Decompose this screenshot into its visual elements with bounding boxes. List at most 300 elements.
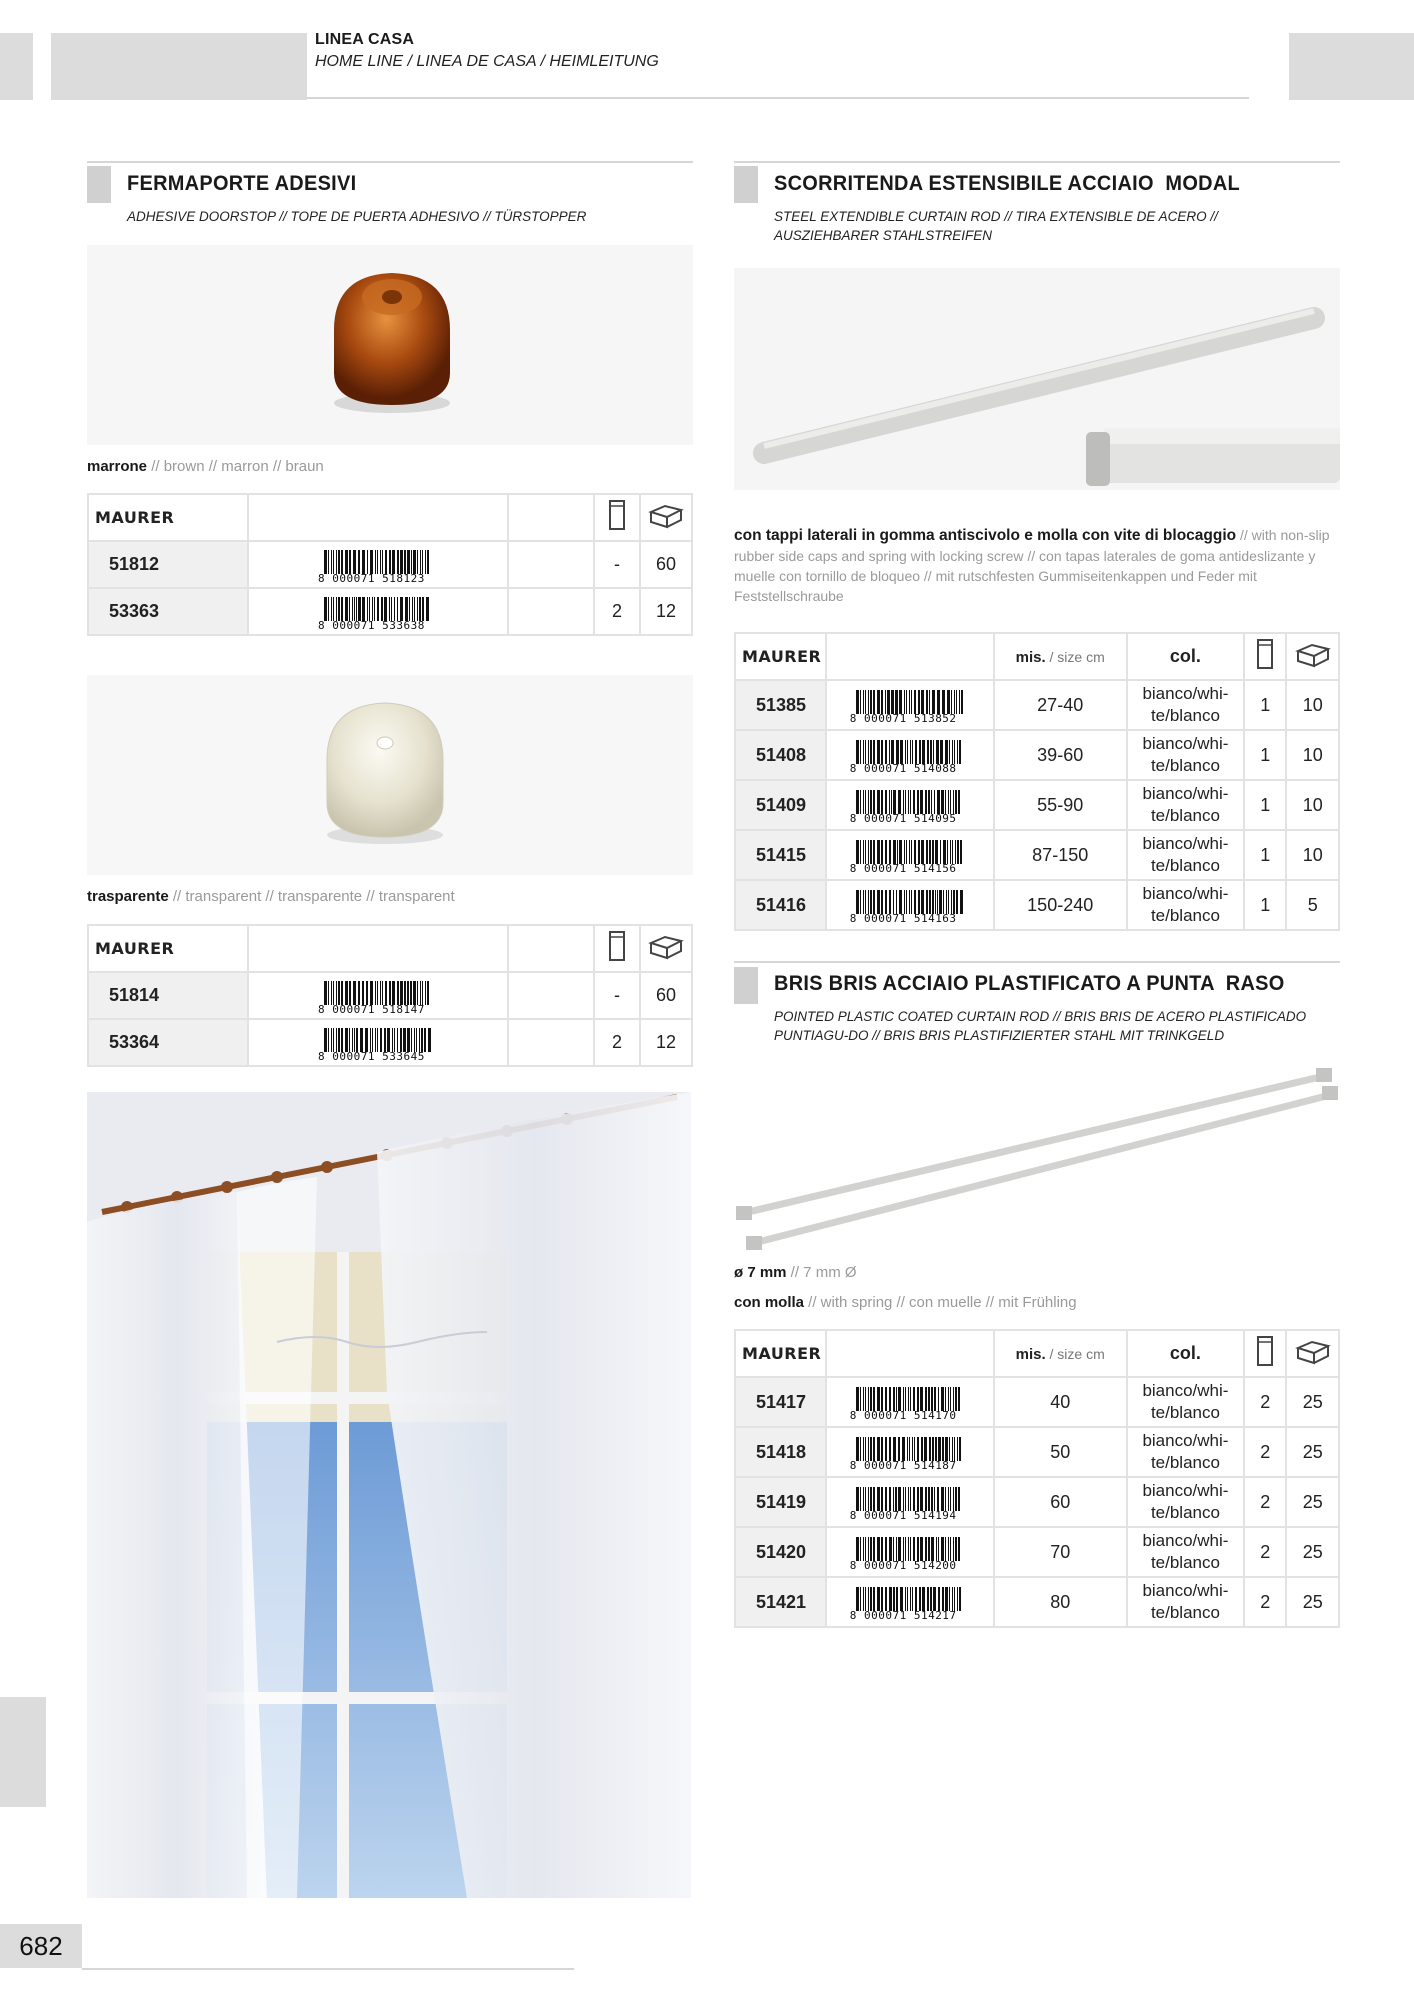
ean-header-cell xyxy=(826,1330,994,1377)
barcode-bar xyxy=(914,1437,915,1461)
ean-text: 8 000071 514095 xyxy=(849,812,957,825)
barcode-bar xyxy=(891,740,894,764)
color-cell xyxy=(1127,780,1244,830)
color-cell xyxy=(1127,830,1244,880)
barcode-bar xyxy=(957,1437,958,1461)
barcode-bar xyxy=(338,1028,340,1052)
barcode-bar xyxy=(870,1487,872,1511)
barcode-bar xyxy=(865,790,866,814)
barcode-bar xyxy=(940,840,941,864)
barcode-bar xyxy=(917,1537,919,1561)
barcode-bar xyxy=(375,1028,376,1052)
barcode-bar xyxy=(953,890,955,914)
barcode-bar xyxy=(908,1537,909,1561)
barcode-bar xyxy=(941,1537,944,1561)
barcode-bar xyxy=(397,597,398,621)
barcode-bar xyxy=(868,1537,869,1561)
bris-rod-image xyxy=(734,1058,1340,1258)
barcode-bar xyxy=(860,740,861,764)
transparent-caption-bold: trasparente xyxy=(87,888,169,905)
barcode-bar xyxy=(410,981,412,1005)
barcode-bar xyxy=(356,597,357,621)
barcode xyxy=(849,838,970,875)
barcode-bar xyxy=(917,1437,919,1461)
color-header-cell xyxy=(1127,1330,1244,1377)
size-header-cell xyxy=(994,633,1127,680)
color-line-2: te/blanco xyxy=(1150,1403,1220,1422)
barcode-bar xyxy=(932,690,935,714)
barcode-bar xyxy=(918,690,920,714)
barcode-bar xyxy=(885,1437,887,1461)
barcode-bar xyxy=(870,840,872,864)
barcode-bar xyxy=(955,790,957,814)
bris-table xyxy=(734,1329,1340,1628)
barcode-bar xyxy=(377,1028,378,1052)
barcode-cell xyxy=(826,1477,994,1527)
barcode-bar xyxy=(889,790,890,814)
barcode-bar xyxy=(958,1387,960,1411)
barcode-bar xyxy=(868,1587,869,1611)
ean-header-cell xyxy=(826,633,994,680)
barcode-bar xyxy=(960,840,962,864)
barcode-bar xyxy=(955,840,956,864)
color-cell xyxy=(1127,1427,1244,1477)
barcode-bar xyxy=(953,1387,954,1411)
barcode-bar xyxy=(881,1437,883,1461)
table-row xyxy=(735,830,1339,880)
barcode-bar xyxy=(385,550,387,574)
barcode-bar xyxy=(873,1537,875,1561)
size-header-cell xyxy=(994,1330,1127,1377)
barcode-bar xyxy=(928,1537,930,1561)
ean-text: 8 000071 514194 xyxy=(849,1509,957,1522)
barcode-bar xyxy=(958,1537,960,1561)
barcode-bar xyxy=(881,1537,883,1561)
barcode-bar xyxy=(929,1437,931,1461)
barcode-bar xyxy=(328,550,329,574)
color-line-1: bianco/whi- xyxy=(1142,1581,1229,1600)
color-line-2: te/blanco xyxy=(1150,1453,1220,1472)
color-line-2: te/blanco xyxy=(1150,906,1220,925)
barcode-bar xyxy=(911,890,912,914)
barcode-bar xyxy=(889,840,891,864)
barcode-bar xyxy=(870,1537,872,1561)
barcode-bar xyxy=(860,1487,861,1511)
rod-subtitle: STEEL EXTENDIBLE CURTAIN ROD // TIRA EXTENSIBLE DE ACERO // AUSZIEHBARER STAHLSTREIFEN xyxy=(774,209,1218,243)
barcode-bar xyxy=(870,740,872,764)
barcode-bar xyxy=(954,690,955,714)
barcode-bar xyxy=(360,1028,363,1052)
barcode-bar xyxy=(417,981,418,1005)
barcode-bar xyxy=(870,890,872,914)
product-code: 51418 xyxy=(735,1427,826,1477)
barcode-bar xyxy=(943,890,944,914)
barcode-bar xyxy=(946,890,947,914)
brown-doorstop-image xyxy=(87,245,693,445)
barcode-bar xyxy=(331,981,332,1005)
barcode-bar xyxy=(895,690,898,714)
barcode-bar xyxy=(954,1437,955,1461)
barcode-bar xyxy=(421,1028,423,1052)
rod-top-rule xyxy=(734,161,1340,163)
barcode-bar xyxy=(960,890,963,914)
color-line-1: bianco/whi- xyxy=(1142,784,1229,803)
barcode-bar xyxy=(907,1437,908,1461)
barcode-bar xyxy=(336,597,337,621)
barcode-bar xyxy=(338,597,340,621)
maurer-logo: MAURER xyxy=(95,508,175,527)
brown-caption-bold: marrone xyxy=(87,458,148,475)
barcode-bar xyxy=(345,1028,348,1052)
barcode-bar xyxy=(370,981,373,1005)
product-code: 51417 xyxy=(735,1377,826,1427)
empty-cell xyxy=(508,541,594,588)
size-cell: 70 xyxy=(994,1527,1127,1577)
barcode-bar xyxy=(885,840,887,864)
barcode-bar xyxy=(349,1028,350,1052)
barcode-bar xyxy=(863,890,864,914)
barcode-bar xyxy=(870,790,872,814)
barcode-bar xyxy=(868,1387,869,1411)
barcode-bar xyxy=(920,1487,923,1511)
color-header-cell xyxy=(1127,633,1244,680)
barcode xyxy=(849,888,970,925)
box-package-icon xyxy=(1295,640,1331,668)
barcode-bar xyxy=(922,740,925,764)
barcode-bar xyxy=(903,1537,904,1561)
barcode-bar xyxy=(873,1587,875,1611)
brown-caption-rest: // brown // marron // braun xyxy=(147,458,324,475)
barcode-bar xyxy=(889,1587,892,1611)
barcode-bar xyxy=(877,740,880,764)
barcode-bar xyxy=(856,1437,859,1461)
barcode-bar xyxy=(885,1387,887,1411)
barcode-bar xyxy=(953,790,954,814)
table-row xyxy=(735,780,1339,830)
barcode-bar xyxy=(895,1487,897,1511)
barcode-bar xyxy=(934,1487,935,1511)
unit-header-cell xyxy=(594,494,640,541)
barcode-bar xyxy=(328,1028,329,1052)
barcode-bar xyxy=(425,550,426,574)
barcode-bar xyxy=(925,1487,927,1511)
barcode-bar xyxy=(369,597,370,621)
barcode-bar xyxy=(328,981,329,1005)
barcode-bar xyxy=(893,890,894,914)
barcode-bar xyxy=(417,550,418,574)
barcode-bar xyxy=(893,1437,896,1461)
page-number: 682 xyxy=(0,1924,82,1968)
barcode-cell xyxy=(826,1527,994,1577)
barcode-bar xyxy=(893,1487,894,1511)
transparent-doorstop-image xyxy=(87,675,693,875)
barcode-bar xyxy=(945,740,948,764)
barcode-bar xyxy=(336,1028,337,1052)
box-cell: 10 xyxy=(1286,780,1339,830)
barcode-bar xyxy=(936,1537,937,1561)
bris-diameter-caption xyxy=(734,1262,857,1283)
barcode-bar xyxy=(898,1437,900,1461)
barcode-bar xyxy=(906,840,907,864)
barcode-bar xyxy=(341,550,343,574)
barcode-bar xyxy=(385,981,387,1005)
barcode-bar xyxy=(889,1487,891,1511)
barcode-bar xyxy=(899,690,902,714)
product-code: 51814 xyxy=(88,972,248,1019)
barcode-bar xyxy=(865,1537,866,1561)
product-code: 53364 xyxy=(88,1019,248,1066)
barcode-bar xyxy=(358,597,361,621)
barcode-bar xyxy=(881,1587,883,1611)
barcode-bar xyxy=(860,1387,861,1411)
barcode-bar xyxy=(860,890,861,914)
ean-text: 8 000071 514163 xyxy=(849,912,957,925)
barcode-bar xyxy=(942,1437,944,1461)
size-header-rest: / size cm xyxy=(1045,1346,1105,1362)
barcode-bar xyxy=(900,740,903,764)
barcode-bar xyxy=(893,1537,894,1561)
qty-cell: 1 xyxy=(1244,780,1286,830)
barcode-bar xyxy=(856,740,859,764)
table-row xyxy=(735,730,1339,780)
barcode-bar xyxy=(891,790,892,814)
barcode-bar xyxy=(914,840,916,864)
barcode-bar xyxy=(865,840,866,864)
color-header: col. xyxy=(1169,1343,1201,1363)
bris-diam-rest: // 7 mm Ø xyxy=(786,1264,857,1281)
color-line-2: te/blanco xyxy=(1150,806,1220,825)
box-header-cell xyxy=(640,925,692,972)
barcode-bar xyxy=(384,1028,386,1052)
barcode-bar xyxy=(938,1537,939,1561)
barcode-bar xyxy=(400,981,403,1005)
barcode-bar xyxy=(930,1587,932,1611)
barcode-bar xyxy=(856,690,859,714)
barcode-cell xyxy=(826,730,994,780)
barcode-bar xyxy=(945,1537,946,1561)
ean-text: 8 000071 514156 xyxy=(849,862,957,875)
barcode-bar xyxy=(945,1437,948,1461)
barcode-bar xyxy=(403,1028,406,1052)
barcode-bar xyxy=(856,890,859,914)
color-cell xyxy=(1127,1377,1244,1427)
barcode-bar xyxy=(891,690,894,714)
barcode-bar xyxy=(926,690,928,714)
header-right-block xyxy=(1289,33,1414,100)
barcode-bar xyxy=(952,1587,953,1611)
qty-cell: 2 xyxy=(1244,1427,1286,1477)
barcode-bar xyxy=(881,1387,883,1411)
barcode-bar xyxy=(868,890,869,914)
barcode-bar xyxy=(877,890,880,914)
barcode-bar xyxy=(392,981,395,1005)
doorstop-title: FERMAPORTE ADESIVI xyxy=(127,172,357,195)
barcode-bar xyxy=(372,597,373,621)
barcode-bar xyxy=(955,1387,957,1411)
barcode-bar xyxy=(933,740,934,764)
barcode-bar xyxy=(877,690,880,714)
barcode-bar xyxy=(417,597,418,621)
ean-header-cell xyxy=(248,925,508,972)
qty-cell: 2 xyxy=(594,1019,640,1066)
brand-cell xyxy=(88,494,248,541)
barcode-bar xyxy=(382,981,383,1005)
barcode-bar xyxy=(922,1587,925,1611)
color-line-1: bianco/whi- xyxy=(1142,684,1229,703)
color-line-2: te/blanco xyxy=(1150,756,1220,775)
barcode-bar xyxy=(953,1487,954,1511)
barcode-bar xyxy=(942,1587,944,1611)
barcode-bar xyxy=(863,1537,864,1561)
barcode-bar xyxy=(865,890,866,914)
bris-subtitle: POINTED PLASTIC COATED CURTAIN ROD // BRIS BRIS DE ACERO PLASTIFICADO PUNTIAGU-DO // BRIS BRIS PLASTIFIZIERTER STAHL MIT TRINKGELD xyxy=(774,1009,1307,1043)
table-row xyxy=(735,680,1339,730)
table-row xyxy=(735,1477,1339,1527)
barcode xyxy=(849,788,970,825)
size-cell: 80 xyxy=(994,1577,1127,1627)
barcode-bar xyxy=(935,840,938,864)
barcode-bar xyxy=(938,1587,940,1611)
header-subtitle: HOME LINE / LINEA DE CASA / HEIMLEITUNG xyxy=(315,53,659,70)
barcode-bar xyxy=(411,550,412,574)
barcode-bar xyxy=(924,1437,927,1461)
barcode-bar xyxy=(870,1437,872,1461)
barcode-bar xyxy=(912,740,913,764)
barcode xyxy=(849,738,970,775)
barcode-bar xyxy=(907,740,908,764)
barcode-bar xyxy=(898,790,901,814)
barcode-bar xyxy=(897,840,898,864)
barcode-bar xyxy=(341,597,343,621)
barcode-bar xyxy=(324,550,327,574)
barcode-bar xyxy=(865,1437,866,1461)
box-cell: 25 xyxy=(1286,1427,1339,1477)
ean-text: 8 000071 514170 xyxy=(849,1409,957,1422)
ean-text: 8 000071 514088 xyxy=(849,762,957,775)
barcode-bar xyxy=(354,597,355,621)
barcode-bar xyxy=(910,1387,911,1411)
barcode-bar xyxy=(921,690,924,714)
ean-text: 8 000071 514217 xyxy=(849,1609,957,1622)
barcode-bar xyxy=(928,1487,930,1511)
barcode-bar xyxy=(908,1487,909,1511)
box-cell: 25 xyxy=(1286,1477,1339,1527)
table-row xyxy=(735,1577,1339,1627)
barcode-bar xyxy=(860,1437,861,1461)
product-code: 51409 xyxy=(735,780,826,830)
barcode-bar xyxy=(336,550,337,574)
barcode-bar xyxy=(377,597,379,621)
barcode-bar xyxy=(424,1028,426,1052)
barcode-bar xyxy=(919,1587,921,1611)
barcode-bar xyxy=(863,1437,864,1461)
barcode-bar xyxy=(910,740,911,764)
barcode-bar xyxy=(947,840,948,864)
empty-header-cell xyxy=(508,494,594,541)
barcode-bar xyxy=(928,790,930,814)
barcode-bar xyxy=(937,790,940,814)
barcode-bar xyxy=(935,1437,937,1461)
barcode-bar xyxy=(345,981,348,1005)
barcode-bar xyxy=(889,1387,891,1411)
size-cell: 55-90 xyxy=(994,780,1127,830)
barcode-cell xyxy=(826,1577,994,1627)
color-line-2: te/blanco xyxy=(1150,1603,1220,1622)
product-code: 51420 xyxy=(735,1527,826,1577)
barcode-bar xyxy=(860,1537,861,1561)
barcode-bar xyxy=(425,981,426,1005)
box-cell: 25 xyxy=(1286,1377,1339,1427)
table-row xyxy=(88,541,692,588)
barcode-bar xyxy=(953,1537,954,1561)
barcode-bar xyxy=(414,597,415,621)
extendible-rod-image xyxy=(734,268,1340,490)
barcode-bar xyxy=(937,1487,939,1511)
barcode-bar xyxy=(860,690,861,714)
product-code: 51415 xyxy=(735,830,826,880)
barcode-cell xyxy=(826,1377,994,1427)
barcode-bar xyxy=(958,790,960,814)
box-package-icon xyxy=(648,501,684,529)
barcode-bar xyxy=(384,597,387,621)
size-cell: 150-240 xyxy=(994,880,1127,930)
barcode-bar xyxy=(367,597,368,621)
barcode-bar xyxy=(877,1387,880,1411)
barcode-bar xyxy=(948,1387,949,1411)
barcode-bar xyxy=(873,890,875,914)
barcode-bar xyxy=(881,740,883,764)
size-cell: 60 xyxy=(994,1477,1127,1527)
barcode-bar xyxy=(902,1437,905,1461)
barcode-bar xyxy=(863,740,864,764)
barcode-bar xyxy=(932,890,934,914)
barcode-bar xyxy=(863,1487,864,1511)
color-line-1: bianco/whi- xyxy=(1142,834,1229,853)
barcode-cell xyxy=(248,588,508,635)
barcode-bar xyxy=(873,840,875,864)
qty-cell: 2 xyxy=(1244,1377,1286,1427)
barcode-bar xyxy=(881,1487,883,1511)
table-row xyxy=(88,1019,692,1066)
color-cell xyxy=(1127,730,1244,780)
barcode-bar xyxy=(903,1387,904,1411)
barcode-bar xyxy=(324,981,327,1005)
barcode-bar xyxy=(930,740,932,764)
barcode-bar xyxy=(328,597,329,621)
barcode-bar xyxy=(881,890,883,914)
barcode-bar xyxy=(868,840,869,864)
rod-section-marker xyxy=(734,166,758,203)
barcode-cell xyxy=(826,830,994,880)
table-row xyxy=(735,1377,1339,1427)
barcode-bar xyxy=(937,690,940,714)
barcode-bar xyxy=(905,1537,906,1561)
barcode-bar xyxy=(397,1028,398,1052)
barcode-bar xyxy=(397,550,399,574)
barcode-bar xyxy=(905,740,906,764)
barcode-cell xyxy=(248,1019,508,1066)
barcode-bar xyxy=(873,1487,875,1511)
barcode-bar xyxy=(914,690,916,714)
ean-text: 8 000071 514187 xyxy=(849,1459,957,1472)
barcode-bar xyxy=(856,1587,859,1611)
footer-rule xyxy=(82,1968,574,1970)
ean-text: 8 000071 513852 xyxy=(849,712,957,725)
ean-text: 8 000071 514200 xyxy=(849,1559,957,1572)
barcode-bar xyxy=(422,981,423,1005)
barcode-bar xyxy=(896,740,899,764)
barcode-bar xyxy=(939,890,942,914)
